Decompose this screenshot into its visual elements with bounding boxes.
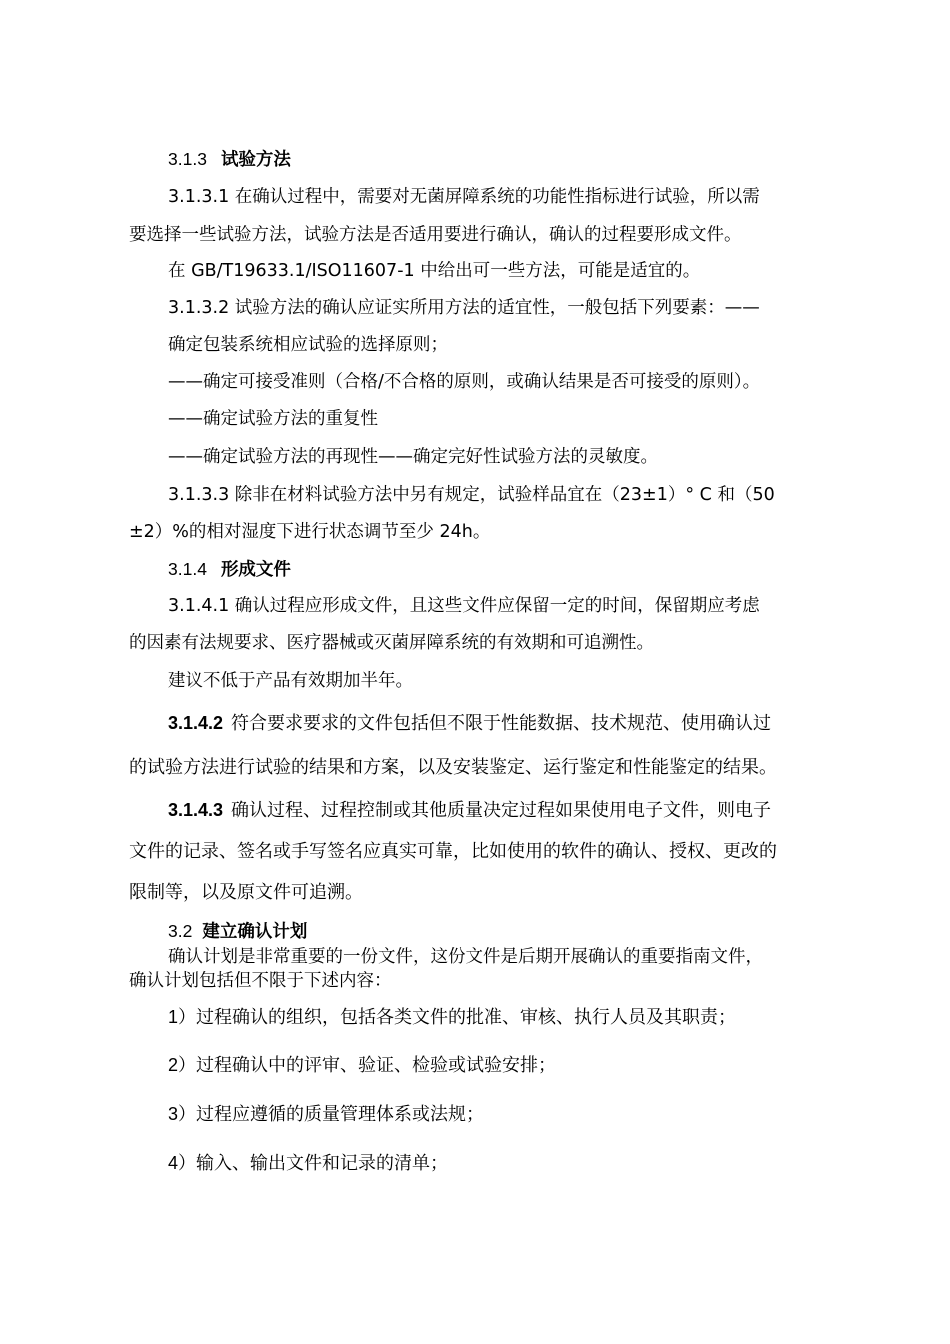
section-title: 建立确认计划 xyxy=(202,922,308,942)
section-number: 3.1.3 xyxy=(168,149,207,169)
list-item-text: 过程应遵循的质量管理体系或法规； xyxy=(196,1104,485,1125)
section-3-1-3-heading xyxy=(168,148,291,171)
list-item-text: 过程确认中的评审、验证、检验或试验安排； xyxy=(196,1055,557,1076)
paragraph-retention-advice: 建议不低于产品有效期加半年。 xyxy=(168,671,413,691)
list-item xyxy=(168,1054,556,1077)
paragraph-3-1-3-2-line-2: 确定包装系统相应试验的选择原则； xyxy=(168,335,448,355)
section-number: 3.2 xyxy=(168,921,193,941)
list-item-text: 输入、输出文件和记录的清单； xyxy=(196,1153,449,1174)
paragraph-3-1-4-2-line-2: 的试验方法进行试验的结果和方案，以及安装鉴定、运行鉴定和性能鉴定的结果。 xyxy=(129,757,777,778)
list-item-number: 3） xyxy=(168,1104,197,1124)
paragraph-3-1-3-2-line-1: 3.1.3.2 试验方法的确认应证实所用方法的适宜性，一般包括下列要素：—— xyxy=(168,298,760,318)
paragraph-3-1-3-2-line-5: ——确定试验方法的再现性——确定完好性试验方法的灵敏度。 xyxy=(168,447,658,467)
paragraph-3-1-3-2-line-4: ——确定试验方法的重复性 xyxy=(168,409,378,429)
paragraph-3-1-4-1-line-1: 3.1.4.1 确认过程应形成文件，且这些文件应保留一定的时间，保留期应考虑 xyxy=(168,596,760,616)
clause-text: 确认过程、过程控制或其他质量决定过程如果使用电子文件，则电子 xyxy=(231,800,772,821)
list-item xyxy=(168,1103,484,1126)
section-3-2-heading xyxy=(168,920,307,943)
paragraph-3-1-4-3-line-1 xyxy=(168,799,771,822)
paragraph-3-1-3-1-line-1: 3.1.3.1 在确认过程中，需要对无菌屏障系统的功能性指标进行试验，所以需 xyxy=(168,187,760,207)
paragraph-3-1-4-3-line-3: 限制等，以及原文件可追溯。 xyxy=(129,882,363,903)
list-item xyxy=(168,1152,448,1175)
clause-number: 3.1.4.3 xyxy=(168,800,224,820)
paragraph-3-1-3-2-line-3: ——确定可接受准则（合格/不合格的原则，或确认结果是否可接受的原则）。 xyxy=(168,372,761,392)
section-title: 试验方法 xyxy=(220,150,291,170)
clause-number: 3.1.4.2 xyxy=(168,713,224,733)
paragraph-3-1-3-1-line-2: 要选择一些试验方法，试验方法是否适用要进行确认，确认的过程要形成文件。 xyxy=(129,225,742,245)
paragraph-3-1-3-3-line-2: ±2）%的相对湿度下进行状态调节至少 24h。 xyxy=(129,522,491,542)
paragraph-plan-intro-line-1: 确认计划是非常重要的一份文件，这份文件是后期开展确认的重要指南文件， xyxy=(168,947,763,967)
list-item-number: 4） xyxy=(168,1153,197,1173)
clause-text: 符合要求要求的文件包括但不限于性能数据、技术规范、使用确认过 xyxy=(231,713,772,734)
list-item-number: 2） xyxy=(168,1055,197,1075)
paragraph-gb-standard: 在 GB/T19633.1/ISO11607-1 中给出可一些方法，可能是适宜的。 xyxy=(168,261,701,281)
section-number: 3.1.4 xyxy=(168,559,207,579)
list-item-number: 1） xyxy=(168,1007,197,1027)
paragraph-3-1-4-3-line-2: 文件的记录、签名或手写签名应真实可靠，比如使用的软件的确认、授权、更改的 xyxy=(129,841,777,862)
paragraph-3-1-4-1-line-2: 的因素有法规要求、医疗器械或灭菌屏障系统的有效期和可追溯性。 xyxy=(129,633,654,653)
section-3-1-4-heading xyxy=(168,558,291,581)
section-title: 形成文件 xyxy=(220,560,291,580)
list-item-text: 过程确认的组织，包括各类文件的批准、审核、执行人员及其职责； xyxy=(196,1007,737,1028)
paragraph-3-1-3-3-line-1: 3.1.3.3 除非在材料试验方法中另有规定，试验样品宜在（23±1）° C 和（50 xyxy=(168,485,775,505)
list-item xyxy=(168,1006,736,1029)
paragraph-3-1-4-2-line-1 xyxy=(168,712,771,735)
paragraph-plan-intro-line-2: 确认计划包括但不限于下述内容： xyxy=(129,971,392,991)
